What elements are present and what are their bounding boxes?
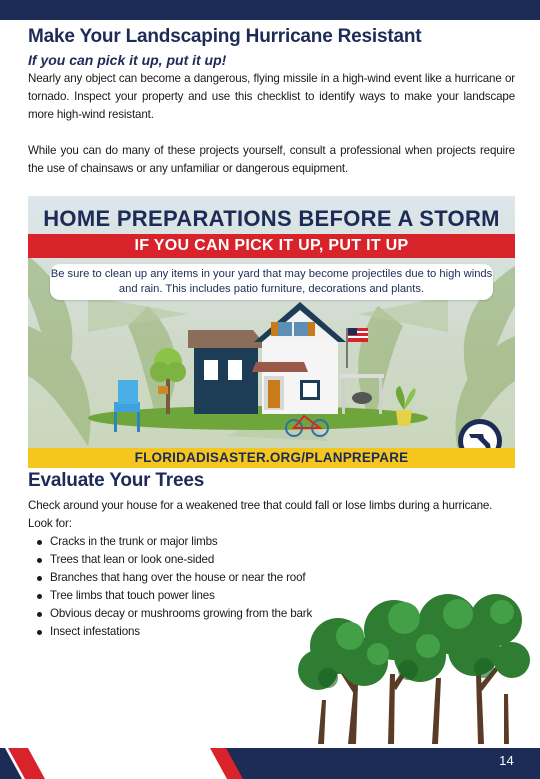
house-icon [188, 302, 346, 414]
top-bar [0, 0, 540, 20]
banner-title: HOME PREPARATIONS BEFORE A STORM [43, 206, 500, 231]
storm-prep-banner [28, 196, 515, 468]
list-item: Cracks in the trunk or major limbs [28, 533, 312, 551]
list-item: Branches that hang over the house or near the roof [28, 569, 312, 587]
list-item: Insect infestations [28, 623, 312, 641]
intro-paragraph-1: Nearly any object can become a dangerous, flying missile in a high-wind event like a hurricane or tornado. Inspect your property and use this checklist to identify ways to make your landscape more high-wind resistant. [28, 72, 515, 121]
banner-subtitle: IF YOU CAN PICK IT UP, PUT IT UP [28, 234, 515, 258]
banner-url[interactable]: FLORIDADISASTER.ORG/PLANPREPARE [28, 448, 515, 468]
trees-heading: Evaluate Your Trees [28, 470, 205, 491]
footer-bar [0, 738, 540, 779]
page-title: Make Your Landscaping Hurricane Resistant [28, 26, 422, 47]
list-item: Trees that lean or look one-sided [28, 551, 312, 569]
list-item: Tree limbs that touch power lines [28, 587, 312, 605]
banner-note: Be sure to clean up any items in your yard that may become projectiles due to high winds and rain. This includes patio furniture, decorations and plants. [50, 264, 493, 300]
trees-intro: Check around your house for a weakened tree that could fall or lose limbs during a hurricane. Look for: [28, 499, 493, 530]
page-number: 14 [499, 753, 514, 768]
intro-paragraph-2: While you can do many of these projects yourself, consult a professional when projects require the use of chainsaws or any unfamiliar or dangerous equipment. [28, 144, 515, 175]
flag-icon [346, 328, 368, 368]
intro-section [28, 26, 515, 178]
tree-illustration-icon [298, 574, 530, 744]
list-item: Obvious decay or mushrooms growing from the bark [28, 605, 312, 623]
trees-checklist [28, 533, 312, 641]
page-subtitle: If you can pick it up, put it up! [28, 52, 227, 68]
small-tree-icon [150, 348, 186, 414]
house-scene [28, 300, 515, 446]
